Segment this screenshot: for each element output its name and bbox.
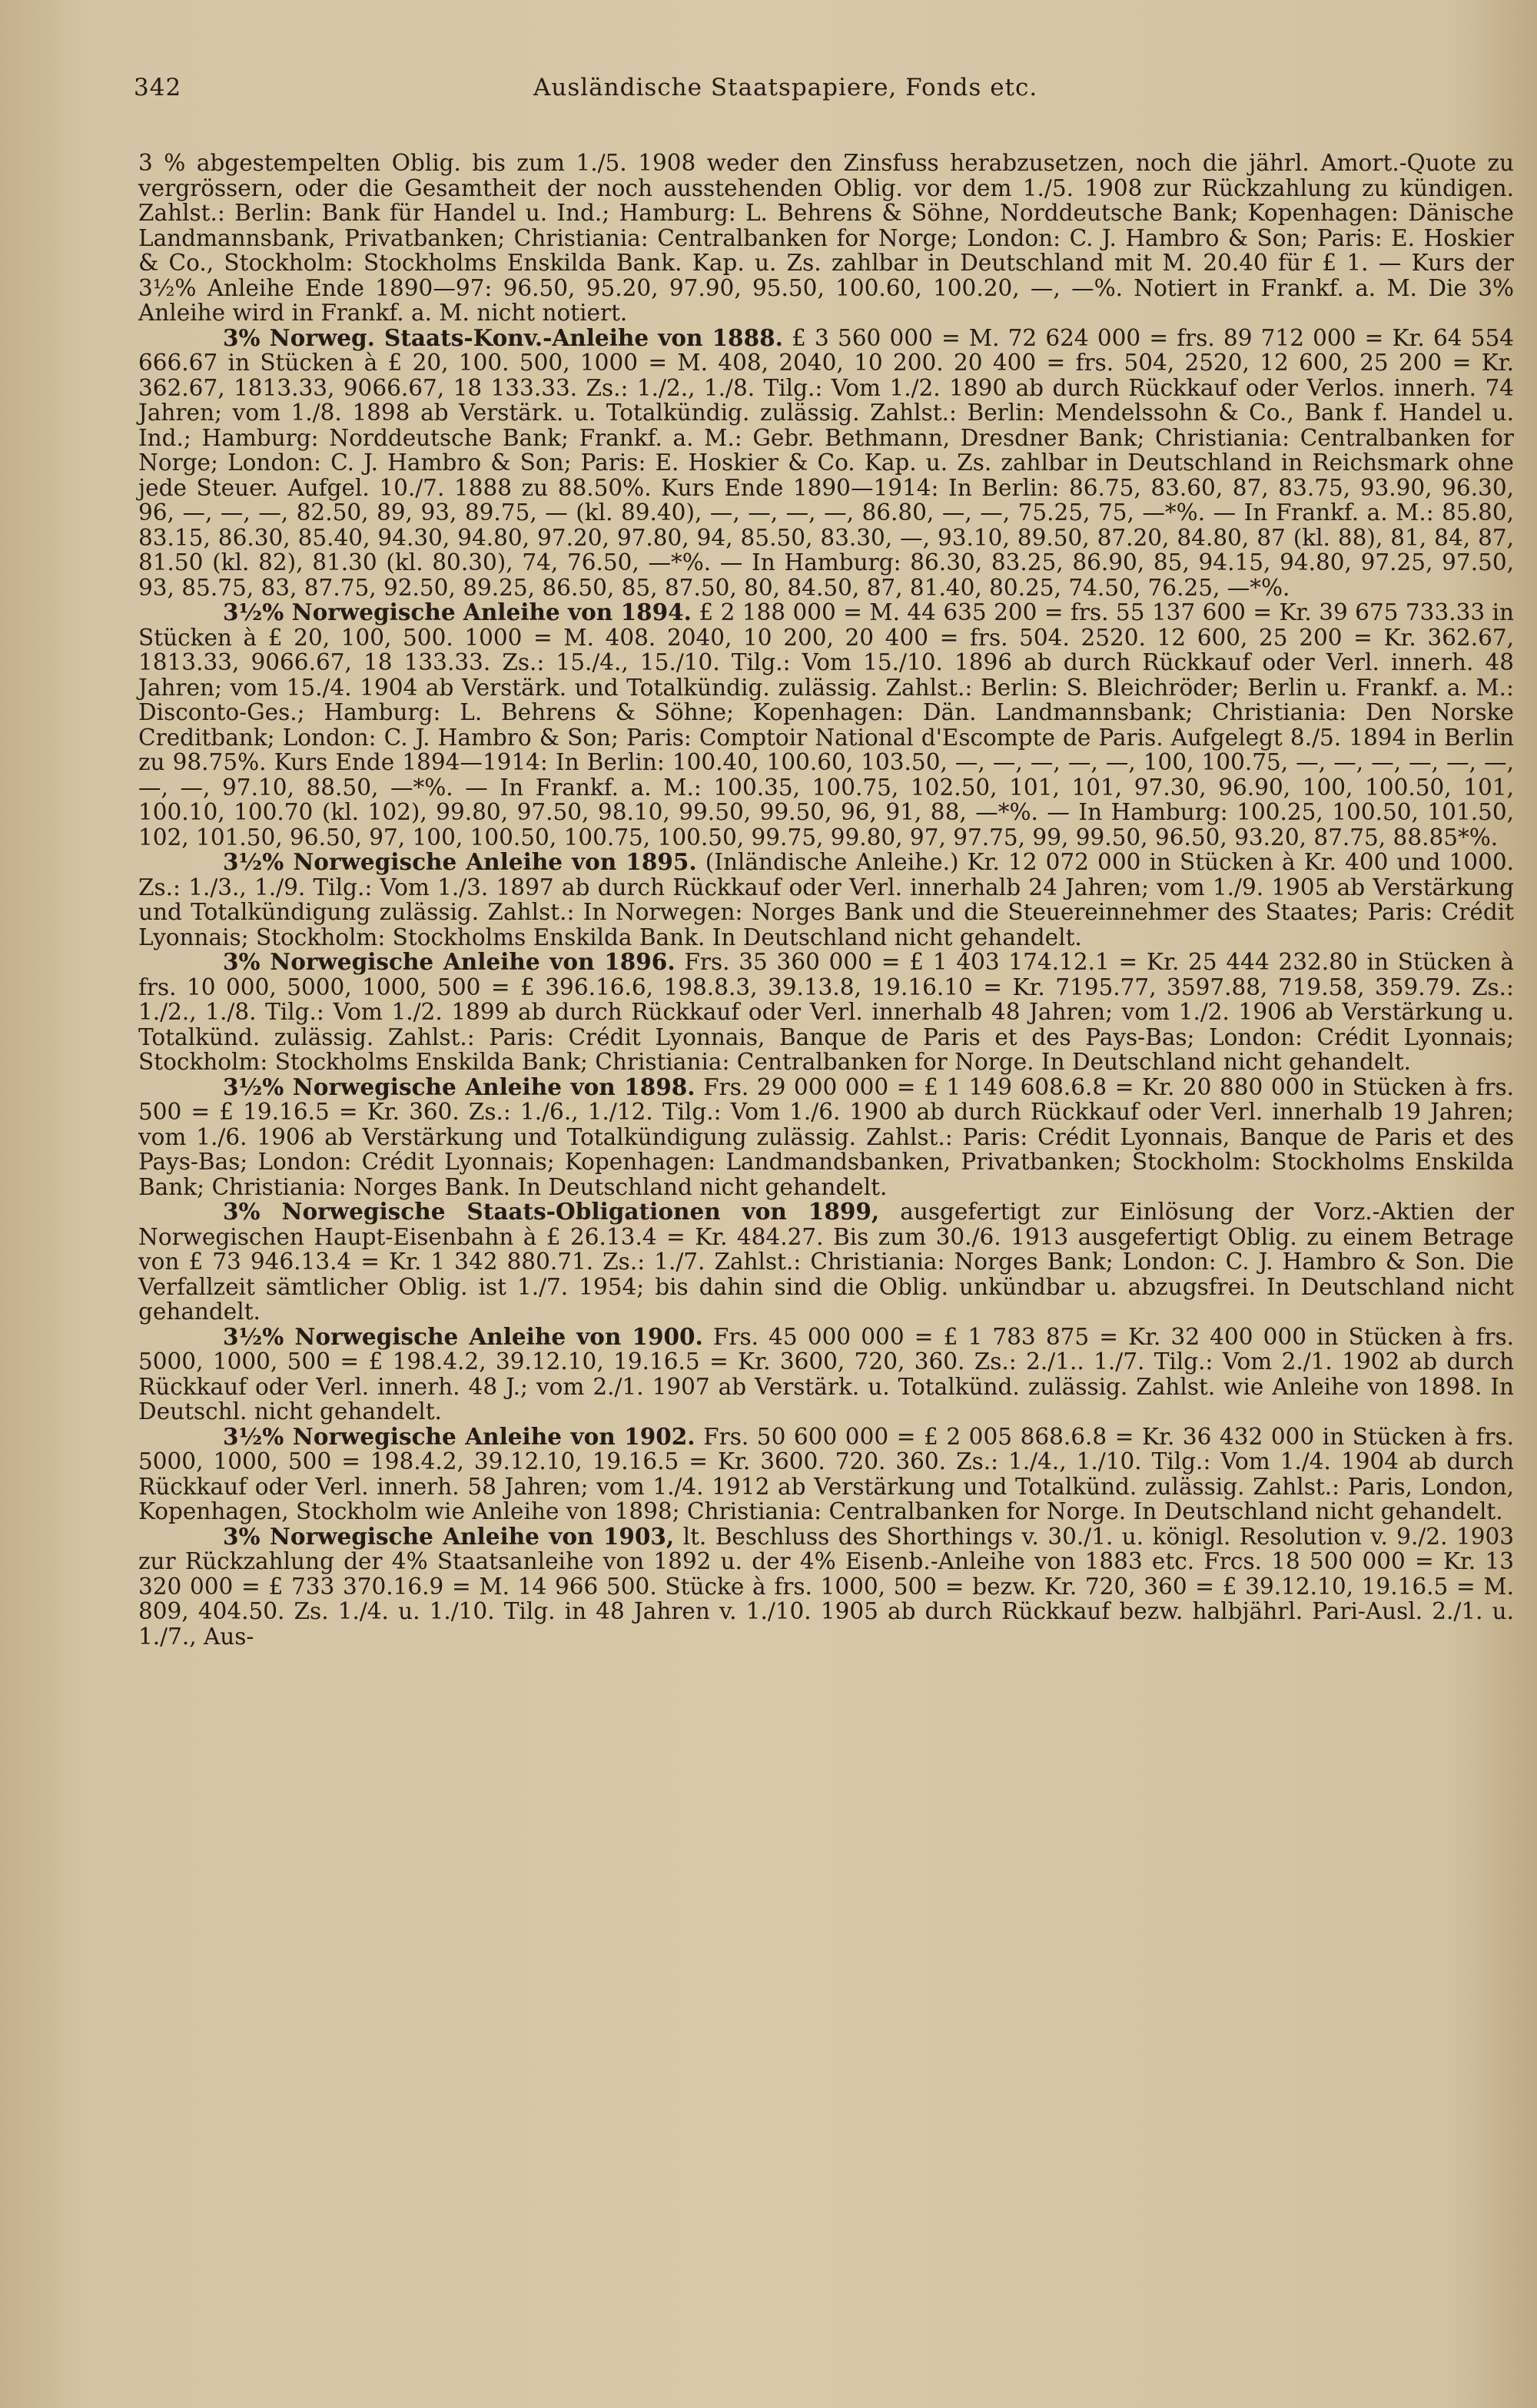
entry-norweg-obligationen-1899 <box>138 1199 1514 1325</box>
page-header <box>134 74 1506 112</box>
entry-norweg-1898 <box>138 1075 1514 1200</box>
entry-heading: 3% Norwegische Anleihe von 1903, <box>223 1522 675 1550</box>
paragraph-text: 3 % abgestempelten Oblig. bis zum 1./5. 1908 weder den Zinsfuss herabzusetzen, noch die jährl. Amort.-Quote zu vergrössern, oder die Gesamtheit der noch ausstehenden Oblig. vor dem 1./5. 1908 zur Rückzahlung zu kündigen. Zahlst.: Berlin: Bank für Handel u. Ind.; Hamburg: L. Behrens & Söhne, Norddeutsche Bank; Kopenhagen: Dänische Landmannsbank, Privatbanken; Christiania: Centralbanken for Norge; London: C. J. Hambro & Son; Paris: E. Hoskier & Co., Stockholm: Stockholms Enskilda Bank. Kap. u. Zs. zahlbar in Deutschland mit M. 20.40 für £ 1. — Kurs der 3½% Anleihe Ende 1890—97: 96.50, 95.20, 97.90, 95.50, 100.60, 100.20, —, —%. Notiert in Frankf. a. M. Die 3% Anleihe wird in Frankf. a. M. nicht notiert. <box>138 150 1514 326</box>
entry-norweg-1900 <box>138 1322 1515 1425</box>
paragraph-continuation <box>138 151 1514 326</box>
entry-heading: 3% Norwegische Staats-Obligationen von 1899, <box>223 1198 880 1225</box>
page-body <box>138 151 1514 1649</box>
entry-heading: 3% Norweg. Staats-Konv.-Anleihe von 1888. <box>223 323 783 351</box>
entry-text: Frs. 50 600 000 = £ 2 005 868.6.8 = Kr. 36 432 000 in Stücken à frs. 5000, 1000, 500 = 198.4.2, 39.12.10, 19.16.5 = Kr. 3600. 720. 360. Zs.: 1./4., 1./10. Tilg.: Vom 1./4. 1904 ab durch Rückkauf oder Verl. innerh. 58 Jahren; vom 1./4. 1912 ab Verstärkung und Totalkünd. zulässig. Zahlst.: Paris, London, Kopenhagen, Stockholm wie Anleihe von 1898; Christiania: Centralbanken for Norge. In Deutschland nicht gehandelt. <box>138 1423 1515 1524</box>
entry-text: Frs. 35 360 000 = £ 1 403 174.12.1 = Kr. 25 444 232.80 in Stücken à frs. 10 000, 5000, 1000, 500 = £ 396.16.6, 198.8.3, 39.13.8, 19.16.10 = Kr. 7195.77, 3597.88, 719.58, 359.79. Zs.: 1./2., 1./8. Tilg.: Vom 1./2. 1899 ab durch Rückkauf oder Verl. innerhalb 48 Jahren; vom 1./2. 1906 ab Verstärkung u. Totalkünd. zulässig. Zahlst.: Paris: Crédit Lyonnais, Banque de Paris et des Pays-Bas; London: Crédit Lyonnais; Stockholm: Stockholms Enskilda Bank; Christiania: Centralbanken for Norge. In Deutschland nicht gehandelt. <box>138 949 1515 1075</box>
entry-text: £ 3 560 000 = M. 72 624 000 = frs. 89 712 000 = Kr. 64 554 666.67 in Stücken à £ 20, 100. 500, 1000 = M. 408, 2040, 10 200. 20 400 = frs. 504, 2520, 12 600, 25 200 = Kr. 362.67, 1813.33, 9066.67, 18 133.33. Zs.: 1./2., 1./8. Tilg.: Vom 1./2. 1890 ab durch Rückkauf oder Verlos. innerh. 74 Jahren; vom 1./8. 1898 ab Verstärk. u. Totalkündig. zulässig. Zahlst.: Berlin: Mendelssohn & Co., Bank f. Handel u. Ind.; Hamburg: Norddeutsche Bank; Frankf. a. M.: Gebr. Bethmann, Dresdner Bank; Christiania: Centralbanken for Norge; London: C. J. Hambro & Son; Paris: E. Hoskier & Co. Kap. u. Zs. zahlbar in Deutschland in Reichsmark ohne jede Steuer. Aufgel. 10./7. 1888 zu 88.50%. Kurs Ende 1890—1914: In Berlin: 86.75, 83.60, 87, 83.75, 93.90, 96.30, 96, —, —, —, 82.50, 89, 93, 89.75, — (kl. 89.40), —, —, —, —, 86.80, —, —, 75.25, 75, —*%. — In Frankf. a. M.: 85.80, 83.15, 86.30, 85.40, 94.30, 94.80, 97.20, 97.80, 94, 85.50, 83.30, —, 93.10, 89.50, 87.20, 84.80, 87 (kl. 88), 81, 84, 87, 81.50 (kl. 82), 81.30 (kl. 80.30), 74, 76.50, —*%. — In Hamburg: 86.30, 83.25, 86.90, 85, 94.15, 94.80, 97.25, 97.50, 93, 85.75, 83, 87.75, 92.50, 89.25, 86.50, 85, 87.50, 80, 84.50, 87, 81.40, 80.25, 74.50, 76.25, —*%. <box>138 324 1515 601</box>
entry-text: ausgefertigt zur Einlösung der Vorz.-Aktien der Norwegischen Haupt-Eisenbahn à £ 26.13.4 = Kr. 484.27. Bis zum 30./6. 1913 ausgefertigt Oblig. zu einem Betrage von £ 73 946.13.4 = Kr. 1 342 880.71. Zs.: 1./7. Zahlst.: Christiania: Norges Bank; London: C. J. Hambro & Son. Die Verfallzeit sämtlicher Oblig. ist 1./7. 1954; bis dahin sind die Oblig. unkündbar u. abzugsfrei. In Deutschland nicht gehandelt. <box>138 1199 1514 1325</box>
running-title: Ausländische Staatspapiere, Fonds etc. <box>533 74 1038 101</box>
entry-heading: 3½% Norwegische Anleihe von 1902. <box>223 1422 695 1450</box>
page-number: 342 <box>134 74 182 101</box>
entry-text: lt. Beschluss des Shorthings v. 30./1. u. königl. Resolution v. 9./2. 1903 zur Rückzahlung der 4% Staatsanleihe von 1892 u. der 4% Eisenb.-Anleihe von 1883 etc. Frcs. 18 500 000 = Kr. 13 320 000 = £ 733 370.16.9 = M. 14 966 500. Stücke à frs. 1000, 500 = bezw. Kr. 720, 360 = £ 39.12.10, 19.16.5 = M. 809, 404.50. Zs. 1./4. u. 1./10. Tilg. in 48 Jahren v. 1./10. 1905 ab durch Rückkauf bezw. halbjährl. Pari-Ausl. 2./1. u. 1./7., Aus- <box>138 1523 1514 1650</box>
entry-heading: 3% Norwegische Anleihe von 1896. <box>223 948 676 975</box>
entry-norweg-1894 <box>138 600 1514 850</box>
entry-norweg-1903 <box>138 1524 1514 1650</box>
entry-text: (Inländische Anleihe.) Kr. 12 072 000 in Stücken à Kr. 400 und 1000. Zs.: 1./3., 1./9. Tilg.: Vom 1./3. 1897 ab durch Rückkauf oder Verl. innerhalb 24 Jahren; vom 1./9. 1905 ab Verstärkung und Totalkündigung zulässig. Zahlst.: In Norwegen: Norges Bank und die Steuereinnehmer des Staates; Paris: Crédit Lyonnais; Stockholm: Stockholms Enskilda Bank. In Deutschland nicht gehandelt. <box>138 849 1514 950</box>
entry-heading: 3½% Norwegische Anleihe von 1898. <box>223 1073 695 1100</box>
entry-heading: 3½% Norwegische Anleihe von 1894. <box>223 599 692 625</box>
entry-text: Frs. 29 000 000 = £ 1 149 608.6.8 = Kr. 20 880 000 in Stücken à frs. 500 = £ 19.16.5 = Kr. 360. Zs.: 1./6., 1./12. Tilg.: Vom 1./6. 1900 ab durch Rückkauf oder Verl. innerhalb 19 Jahren; vom 1./6. 1906 ab Verstärkung und Totalkündigung zulässig. Zahlst.: Paris: Crédit Lyonnais, Banque de Paris et des Pays-Bas; London: Crédit Lyonnais; Kopenhagen: Landmandsbanken, Privatbanken; Stockholm: Stockholms Enskilda Bank; Christiania: Norges Bank. In Deutschland nicht gehandelt. <box>138 1073 1515 1200</box>
entry-norweg-konv-1888 <box>138 323 1515 601</box>
entry-heading: 3½% Norwegische Anleihe von 1895. <box>223 848 697 875</box>
entry-norweg-1902 <box>138 1422 1515 1524</box>
entry-heading: 3½% Norwegische Anleihe von 1900. <box>223 1322 703 1350</box>
entry-text: £ 2 188 000 = M. 44 635 200 = frs. 55 137 600 = Kr. 39 675 733.33 in Stücken à £ 20, 100, 500. 1000 = M. 408. 2040, 10 200, 20 400 = frs. 504. 2520. 12 600, 25 200 = Kr. 362.67, 1813.33, 9066.67, 18 133.33. Zs.: 15./4., 15./10. Tilg.: Vom 15./10. 1896 ab durch Rückkauf oder Verl. innerh. 48 Jahren; vom 15./4. 1904 ab Verstärk. und Totalkündig. zulässig. Zahlst.: Berlin: S. Bleichröder; Berlin u. Frankf. a. M.: Disconto-Ges.; Hamburg: L. Behrens & Söhne; Kopenhagen: Dän. Landmannsbank; Christiania: Den Norske Creditbank; London: C. J. Hambro & Son; Paris: Comptoir National d'Escompte de Paris. Aufgelegt 8./5. 1894 in Berlin zu 98.75%. Kurs Ende 1894—1914: In Berlin: 100.40, 100.60, 103.50, —, —, —, —, —, 100, 100.75, —, —, —, —, —, —, —, —, 97.10, 88.50, —*%. — In Frankf. a. M.: 100.35, 100.75, 102.50, 101, 101, 97.30, 96.90, 100, 100.50, 101, 100.10, 100.70 (kl. 102), 99.80, 97.50, 98.10, 99.50, 99.50, 96, 91, 88, —*%. — In Hamburg: 100.25, 100.50, 101.50, 102, 101.50, 96.50, 97, 100, 100.50, 100.75, 100.50, 99.75, 99.80, 97, 97.75, 99, 99.50, 96.50, 93.20, 87.75, 88.85*%. <box>138 599 1514 851</box>
entry-text: Frs. 45 000 000 = £ 1 783 875 = Kr. 32 400 000 in Stücken à frs. 5000, 1000, 500 = £ 198.4.2, 39.12.10, 19.16.5 = Kr. 3600, 720, 360. Zs.: 2./1.. 1./7. Tilg.: Vom 2./1. 1902 ab durch Rückkauf oder Verl. innerh. 48 J.; vom 2./1. 1907 ab Verstärk. u. Totalkünd. zulässig. Zahlst. wie Anleihe von 1898. In Deutschl. nicht gehandelt. <box>138 1323 1515 1425</box>
entry-norweg-1895 <box>138 850 1514 950</box>
entry-norweg-1896 <box>138 950 1514 1075</box>
